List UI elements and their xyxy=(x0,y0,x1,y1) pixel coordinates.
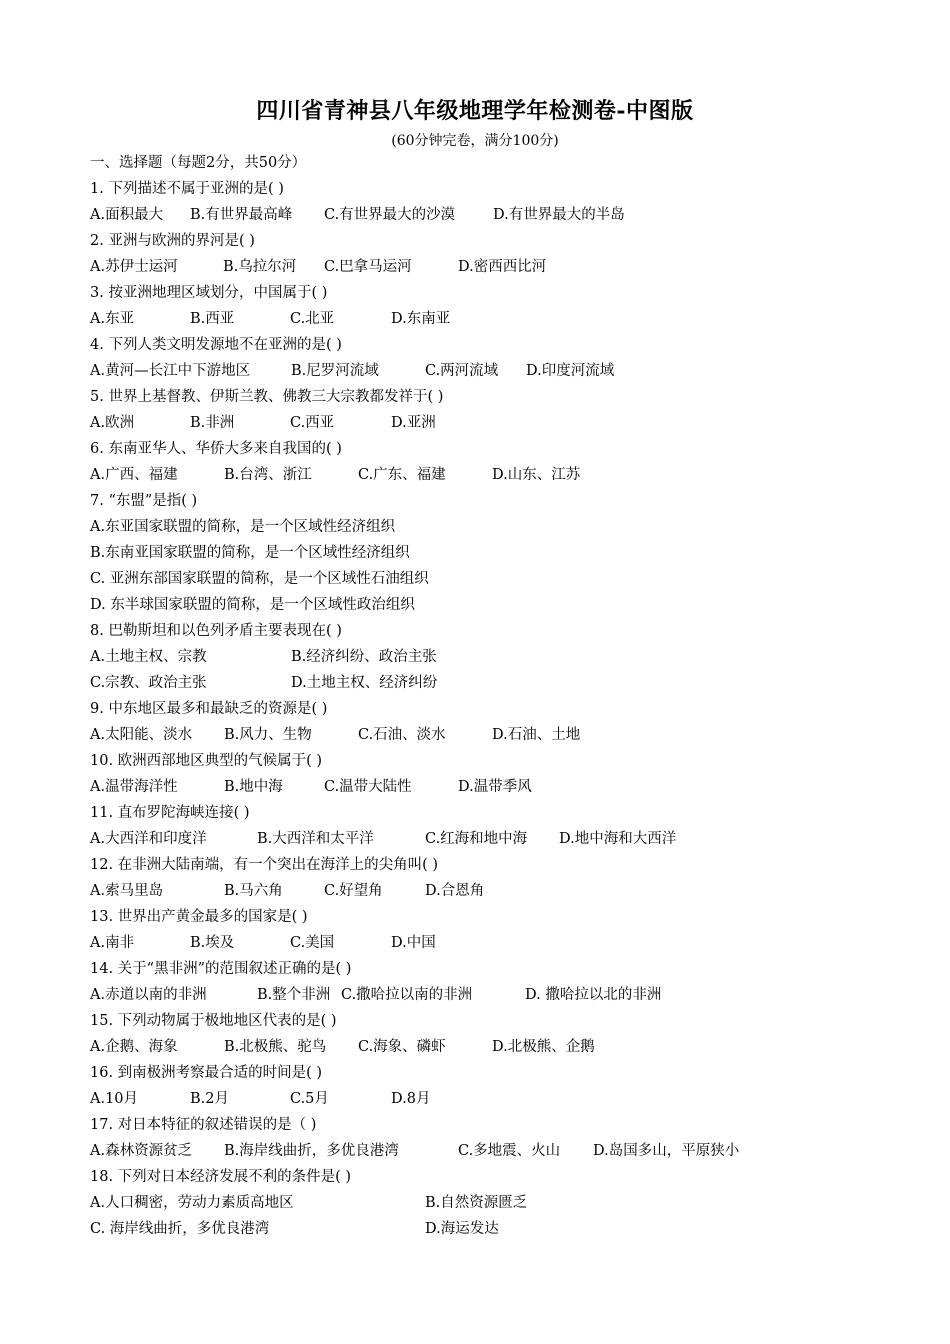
question-stem: 17. 对日本特征的叙述错误的是（ ) xyxy=(90,1117,317,1133)
question-options xyxy=(90,644,880,670)
option: C.5月 xyxy=(290,1091,329,1107)
question-stem: 18. 下列对日本经济发展不利的条件是( ) xyxy=(90,1169,352,1185)
option: A.森林资源贫乏 xyxy=(90,1143,193,1159)
option: A.东亚 xyxy=(90,311,135,327)
question-options xyxy=(90,254,880,280)
option: C.多地震、火山 xyxy=(458,1143,561,1159)
question-options xyxy=(90,1034,880,1060)
exam-body xyxy=(90,150,880,1242)
option: D.8月 xyxy=(391,1091,431,1107)
option: D. 撒哈拉以北的非洲 xyxy=(525,987,662,1003)
question-options xyxy=(90,462,880,488)
question-options xyxy=(90,1086,880,1112)
question-stem: 3. 按亚洲地理区域划分，中国属于( ) xyxy=(90,285,328,301)
question-stem: 2. 亚洲与欧洲的界河是( ) xyxy=(90,233,255,249)
option: D.地中海和大西洋 xyxy=(559,831,677,847)
question-stem: 8. 巴勒斯坦和以色列矛盾主要表现在( ) xyxy=(90,623,342,639)
option: C.撒哈拉以南的非洲 xyxy=(341,987,473,1003)
option: A.10月 xyxy=(90,1091,139,1107)
question-options xyxy=(90,540,880,566)
question-stem: 1. 下列描述不属于亚洲的是( ) xyxy=(90,181,284,197)
question-stem: 13. 世界出产黄金最多的国家是( ) xyxy=(90,909,308,925)
question-options xyxy=(90,930,880,956)
option: C.海象、磷虾 xyxy=(358,1039,446,1055)
option: C.温带大陆性 xyxy=(324,779,412,795)
question-stem: 5. 世界上基督教、伊斯兰教、佛教三大宗教都发祥于( ) xyxy=(90,389,444,405)
option: C.北亚 xyxy=(290,311,335,327)
option: B.尼罗河流域 xyxy=(291,363,379,379)
question-stem: 10. 欧洲西部地区典型的气候属于( ) xyxy=(90,753,323,769)
option: C. 海岸线曲折，多优良港湾 xyxy=(90,1221,270,1237)
question-options xyxy=(90,982,880,1008)
option: D.海运发达 xyxy=(425,1221,499,1237)
option: B.东南亚国家联盟的简称，是一个区域性经济组织 xyxy=(90,545,410,561)
question-options xyxy=(90,1216,880,1242)
option: D.山东、江苏 xyxy=(492,467,581,483)
question-stem: 4. 下列人类文明发源地不在亚洲的是( ) xyxy=(90,337,342,353)
option: A.索马里岛 xyxy=(90,883,164,899)
option: D.东南亚 xyxy=(391,311,451,327)
option: B.非洲 xyxy=(190,415,235,431)
option: A.赤道以南的非洲 xyxy=(90,987,207,1003)
option: A.欧洲 xyxy=(90,415,135,431)
option: D.土地主权、经济纠纷 xyxy=(291,675,438,691)
option: C.有世界最大的沙漠 xyxy=(324,207,456,223)
option: B.埃及 xyxy=(190,935,235,951)
option: A.广西、福建 xyxy=(90,467,178,483)
question-stem: 9. 中东地区最多和最缺乏的资源是( ) xyxy=(90,701,328,717)
option: A.土地主权、宗教 xyxy=(90,649,207,665)
option: A.东亚国家联盟的简称，是一个区域性经济组织 xyxy=(90,519,396,535)
question-options xyxy=(90,566,880,592)
question-stem: 12. 在非洲大陆南端，有一个突出在海洋上的尖角叫( ) xyxy=(90,857,439,873)
question-stem: 11. 直布罗陀海峡连接( ) xyxy=(90,805,250,821)
question-stem: 14. 关于“黑非洲”的范围叙述正确的是( ) xyxy=(90,961,352,977)
question-options xyxy=(90,358,880,384)
option: B.北极熊、驼鸟 xyxy=(224,1039,327,1055)
option: D.石油、土地 xyxy=(492,727,581,743)
question-options xyxy=(90,306,880,332)
option: B.地中海 xyxy=(224,779,283,795)
option: B.整个非洲 xyxy=(257,987,331,1003)
option: C.好望角 xyxy=(324,883,383,899)
option: B.风力、生物 xyxy=(224,727,312,743)
question-stem: 16. 到南极洲考察最合适的时间是( ) xyxy=(90,1065,323,1081)
question-options xyxy=(90,410,880,436)
question-options xyxy=(90,592,880,618)
option: D.印度河流域 xyxy=(526,363,615,379)
option: C.红海和地中海 xyxy=(425,831,528,847)
option: A.苏伊士运河 xyxy=(90,259,178,275)
option: B.自然资源匮乏 xyxy=(425,1195,528,1211)
option: D.温带季风 xyxy=(458,779,532,795)
option: D.北极熊、企鹅 xyxy=(492,1039,595,1055)
option: C.石油、淡水 xyxy=(358,727,446,743)
option: C.广东、福建 xyxy=(358,467,446,483)
question-options xyxy=(90,514,880,540)
option: C.巴拿马运河 xyxy=(324,259,412,275)
option: B.马六角 xyxy=(224,883,283,899)
option: B.有世界最高峰 xyxy=(190,207,293,223)
option: B.台湾、浙江 xyxy=(224,467,312,483)
page-subtitle: (60分钟完卷，满分100分) xyxy=(391,133,559,149)
option: B.2月 xyxy=(190,1091,229,1107)
option: A.面积最大 xyxy=(90,207,164,223)
question-options xyxy=(90,878,880,904)
option: A.大西洋和印度洋 xyxy=(90,831,207,847)
option: D. 东半球国家联盟的简称，是一个区域性政治组织 xyxy=(90,597,415,613)
option: B.大西洋和太平洋 xyxy=(257,831,374,847)
option: B.西亚 xyxy=(190,311,235,327)
question-stem: 15. 下列动物属于极地地区代表的是( ) xyxy=(90,1013,337,1029)
question-options xyxy=(90,774,880,800)
option: D.中国 xyxy=(391,935,436,951)
option: A.黄河—长江中下游地区 xyxy=(90,363,251,379)
option: D.岛国多山，平原狭小 xyxy=(593,1143,740,1159)
question-options xyxy=(90,1138,880,1164)
section-heading: 一、选择题（每题2分，共50分） xyxy=(90,155,307,171)
option: C.宗教、政治主张 xyxy=(90,675,207,691)
option: A.人口稠密，劳动力素质高地区 xyxy=(90,1195,294,1211)
option: C.两河流域 xyxy=(425,363,499,379)
question-options xyxy=(90,722,880,748)
option: A.企鹅、海象 xyxy=(90,1039,178,1055)
question-stem: 7. “东盟”是指( ) xyxy=(90,493,198,509)
option: D.合恩角 xyxy=(425,883,485,899)
question-stem: 6. 东南亚华人、华侨大多来自我国的( ) xyxy=(90,441,342,457)
option: C.西亚 xyxy=(290,415,335,431)
option: B.海岸线曲折，多优良港湾 xyxy=(224,1143,399,1159)
question-options xyxy=(90,202,880,228)
option: B.经济纠纷、政治主张 xyxy=(291,649,437,665)
question-options xyxy=(90,826,880,852)
option: A.南非 xyxy=(90,935,135,951)
option: A.太阳能、淡水 xyxy=(90,727,193,743)
option: D.密西西比河 xyxy=(458,259,547,275)
question-options xyxy=(90,1190,880,1216)
option: B.乌拉尔河 xyxy=(223,259,297,275)
option: C.美国 xyxy=(290,935,335,951)
question-options xyxy=(90,670,880,696)
option: D.有世界最大的半岛 xyxy=(493,207,625,223)
option: A.温带海洋性 xyxy=(90,779,178,795)
option: C. 亚洲东部国家联盟的简称，是一个区域性石油组织 xyxy=(90,571,429,587)
page-title: 四川省青神县八年级地理学年检测卷-中图版 xyxy=(256,98,694,124)
option: D.亚洲 xyxy=(391,415,436,431)
